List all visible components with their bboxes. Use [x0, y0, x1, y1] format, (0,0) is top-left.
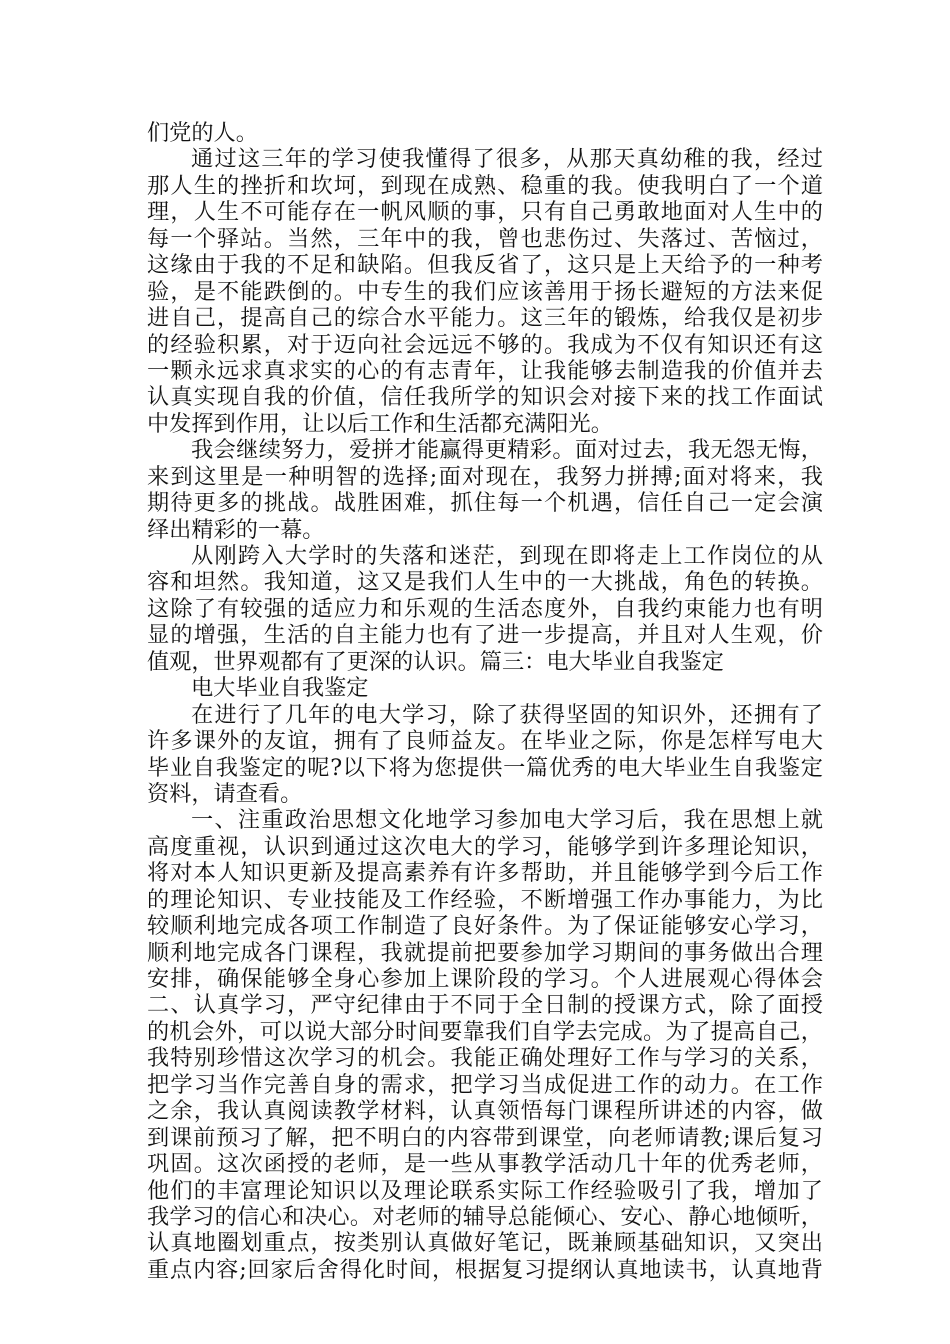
text-line: 资料，请查看。 — [147, 780, 303, 807]
text-line: 重点内容;回家后舍得化时间，根据复习提纲认真地读书，认真地背 — [147, 1256, 823, 1283]
text-line: 这缘由于我的不足和缺陷。但我反省了，这只是上天给予的一种考 — [147, 252, 823, 279]
text-line: 验，是不能跌倒的。中专生的我们应该善用于扬长避短的方法来促 — [147, 278, 823, 305]
text-line: 高度重视，认识到通过这次电大的学习，能够学到许多理论知识， — [147, 833, 823, 860]
text-line: 较顺利地完成各项工作制造了良好条件。为了保证能够安心学习， — [147, 913, 823, 940]
text-line: 期待更多的挑战。战胜困难，抓住每一个机遇，信任自己一定会演 — [147, 490, 823, 517]
text-line: 值观，世界观都有了更深的认识。篇三：电大毕业自我鉴定 — [147, 648, 724, 675]
text-line: 们党的人。 — [147, 120, 258, 146]
text-line: 认真地圈划重点，按类别认真做好笔记，既兼顾基础知识，又突出 — [147, 1230, 823, 1257]
text-line: 毕业自我鉴定的呢?以下将为您提供一篇优秀的电大毕业生自我鉴定 — [147, 754, 823, 781]
text-line: 我学习的信心和决心。对老师的辅导总能倾心、安心、静心地倾听， — [147, 1203, 823, 1230]
text-line: 从刚跨入大学时的失落和迷茫，到现在即将走上工作岗位的从 — [191, 543, 823, 569]
text-line: 的经验积累，对于迈向社会远远不够的。我成为不仅有知识还有这 — [147, 331, 823, 358]
text-line: 中发挥到作用，让以后工作和生活都充满阳光。 — [147, 410, 613, 437]
text-line: 电大毕业自我鉴定 — [191, 675, 369, 702]
text-line: 来到这里是一种明智的选择;面对现在，我努力拼搏;面对将来，我 — [147, 463, 823, 490]
text-line: 到课前预习了解，把不明白的内容带到课堂，向老师请教;课后复习 — [147, 1124, 823, 1151]
text-line: 认真实现自我的价值，信任我所学的知识会对接下来的找工作面试 — [147, 384, 823, 411]
text-line: 许多课外的友谊，拥有了良师益友。在毕业之际，你是怎样写电大 — [147, 728, 823, 755]
text-line: 安排，确保能够全身心参加上课阶段的学习。个人进展观心得体会 — [147, 966, 823, 992]
text-line: 这除了有较强的适应力和乐观的生活态度外，自我约束能力也有明 — [147, 595, 823, 622]
text-line: 他们的丰富理论知识以及理论联系实际工作经验吸引了我，增加了 — [147, 1177, 823, 1204]
text-line: 进自己，提高自己的综合水平能力。这三年的锻炼，给我仅是初步 — [147, 305, 823, 332]
text-line: 一、注重政治思想文化地学习参加电大学习后，我在思想上就 — [191, 807, 823, 834]
text-line: 那人生的挫折和坎坷，到现在成熟、稳重的我。使我明白了一个道 — [147, 172, 823, 199]
text-line: 把学习当作完善自身的需求，把学习当成促进工作的动力。在工作 — [147, 1071, 823, 1098]
text-line: 通过这三年的学习使我懂得了很多，从那天真幼稚的我，经过 — [191, 146, 823, 173]
text-line: 每一个驿站。当然，三年中的我，曾也悲伤过、失落过、苦恼过， — [147, 225, 823, 252]
text-line: 二、认真学习，严守纪律由于不同于全日制的授课方式，除了面授 — [147, 992, 823, 1019]
text-line: 将对本人知识更新及提高素养有许多帮助，并且能够学到今后工作 — [147, 860, 823, 887]
text-line: 绎出精彩的一幕。 — [147, 516, 325, 543]
text-line: 顺利地完成各门课程，我就提前把要参加学习期间的事务做出合理 — [147, 939, 823, 966]
text-line: 的理论知识、专业技能及工作经验，不断增强工作办事能力，为比 — [147, 886, 823, 913]
text-line: 一颗永远求真求实的心的有志青年，让我能够去制造我的价值并去 — [147, 357, 823, 384]
text-line: 之余，我认真阅读教学材料，认真领悟每门课程所讲述的内容，做 — [147, 1098, 823, 1125]
text-line: 我会继续努力，爱拼才能赢得更精彩。面对过去，我无怨无悔， — [191, 437, 823, 464]
text-line: 理，人生不可能存在一帆风顺的事，只有自己勇敢地面对人生中的 — [147, 199, 823, 226]
text-line: 巩固。这次函授的老师，是一些从事教学活动几十年的优秀老师， — [147, 1151, 823, 1178]
text-line: 的机会外，可以说大部分时间要靠我们自学去完成。为了提高自己， — [147, 1018, 823, 1045]
text-line: 显的增强，生活的自主能力也有了进一步提高，并且对人生观，价 — [147, 622, 823, 649]
text-line: 我特别珍惜这次学习的机会。我能正确处理好工作与学习的关系， — [147, 1045, 823, 1072]
text-line: 在进行了几年的电大学习，除了获得坚固的知识外，还拥有了 — [191, 701, 823, 728]
document-body-text — [147, 120, 823, 1283]
text-line: 容和坦然。我知道，这又是我们人生中的一大挑战，角色的转换。 — [147, 569, 823, 596]
